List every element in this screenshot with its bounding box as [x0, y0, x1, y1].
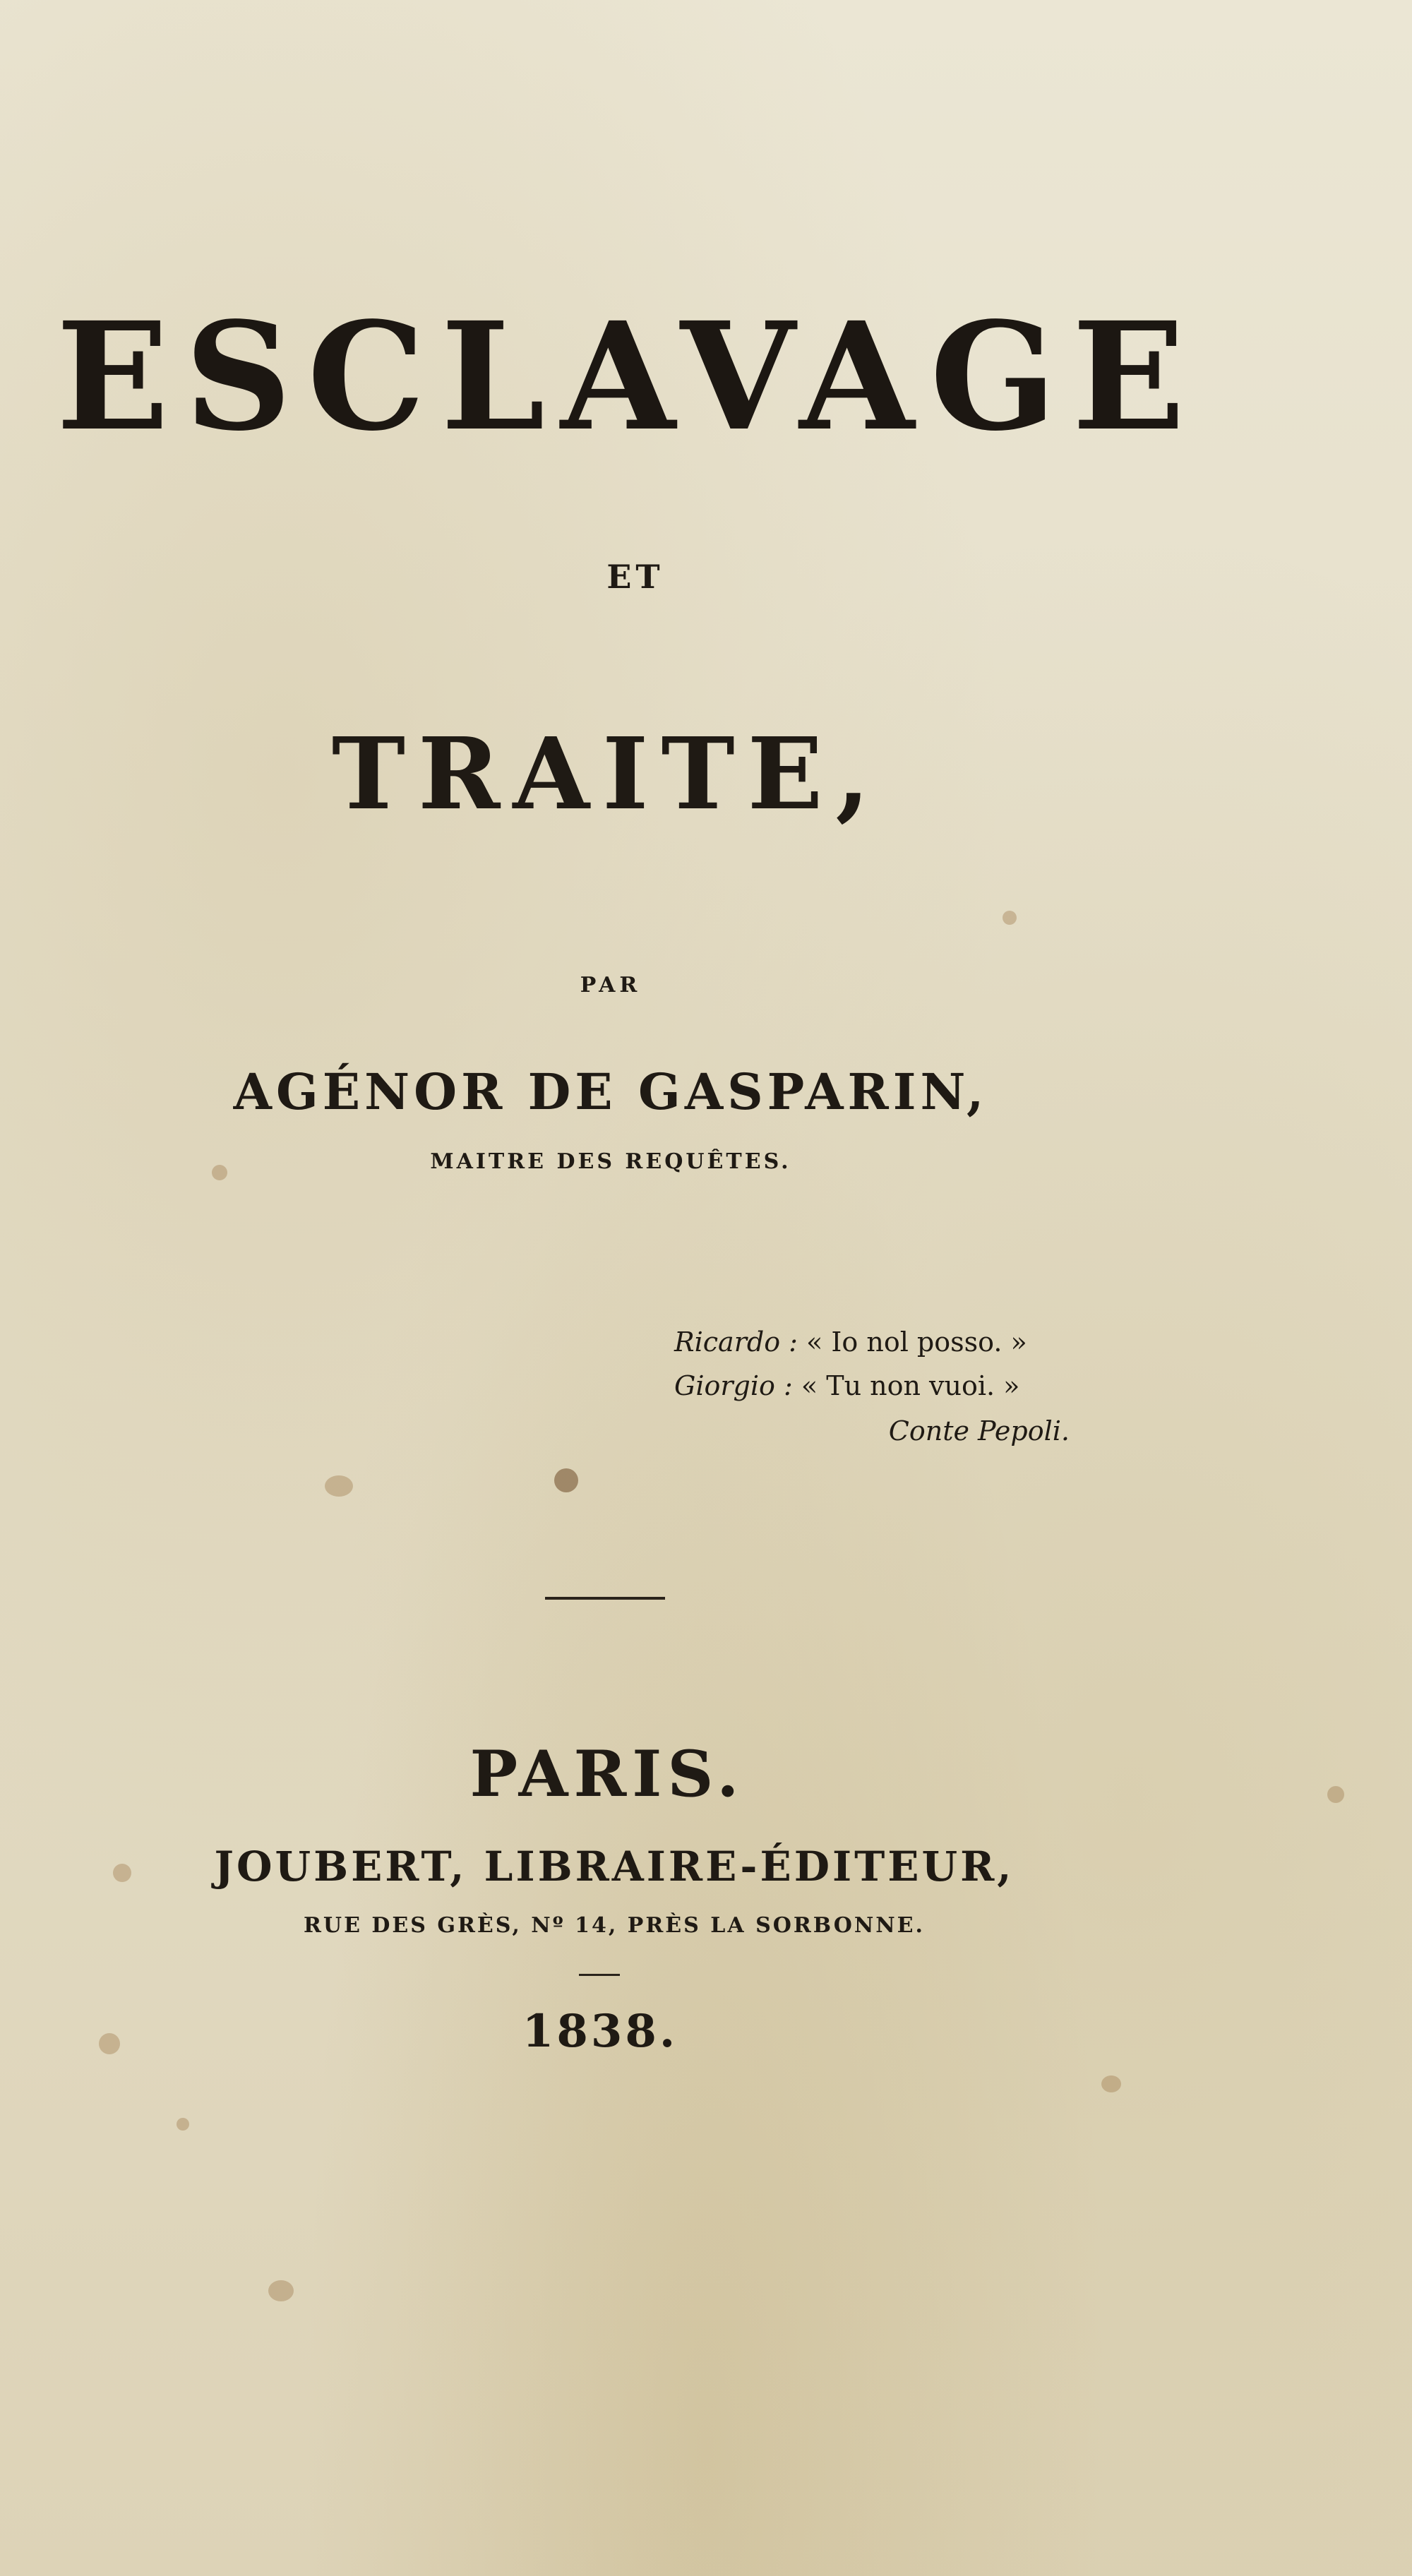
- by-label: PAR: [580, 973, 642, 998]
- foxing-spot: [1327, 1786, 1344, 1803]
- short-divider-rule: [579, 1974, 620, 1976]
- foxing-spot: [554, 1468, 578, 1492]
- book-title: ESCLAVAGE: [56, 289, 1201, 464]
- foxing-spot: [1101, 2075, 1121, 2092]
- epigraph-quote: « Tu non vuoi. »: [801, 1370, 1020, 1401]
- divider-rule: [545, 1597, 665, 1600]
- author-name: AGÉNOR DE GASPARIN,: [233, 1062, 988, 1121]
- epigraph-line: [674, 1320, 1112, 1364]
- imprint-publisher: JOUBERT, LIBRAIRE-ÉDITEUR,: [214, 1843, 1015, 1891]
- foxing-spot: [268, 2280, 294, 2301]
- epigraph: [674, 1320, 1112, 1453]
- epigraph-line: [674, 1364, 1112, 1408]
- epigraph-quote: « Io nol posso. »: [806, 1326, 1027, 1358]
- imprint-year: 1838.: [522, 2005, 678, 2058]
- foxing-spot: [325, 1475, 353, 1497]
- epigraph-attribution: Conte Pepoli.: [888, 1415, 1070, 1446]
- book-subtitle: TRAITE,: [331, 717, 883, 832]
- imprint-address: RUE DES GRÈS, Nº 14, PRÈS LA SORBONNE.: [303, 1913, 925, 1938]
- author-position: MAITRE DES REQUÊTES.: [430, 1149, 791, 1174]
- imprint-city: PARIS.: [469, 1737, 745, 1811]
- epigraph-speaker: Ricardo :: [674, 1326, 798, 1358]
- foxing-spot: [176, 2118, 189, 2131]
- foxing-spot: [1003, 911, 1017, 925]
- epigraph-speaker: Giorgio :: [674, 1370, 793, 1401]
- title-conjunction: ET: [606, 558, 664, 596]
